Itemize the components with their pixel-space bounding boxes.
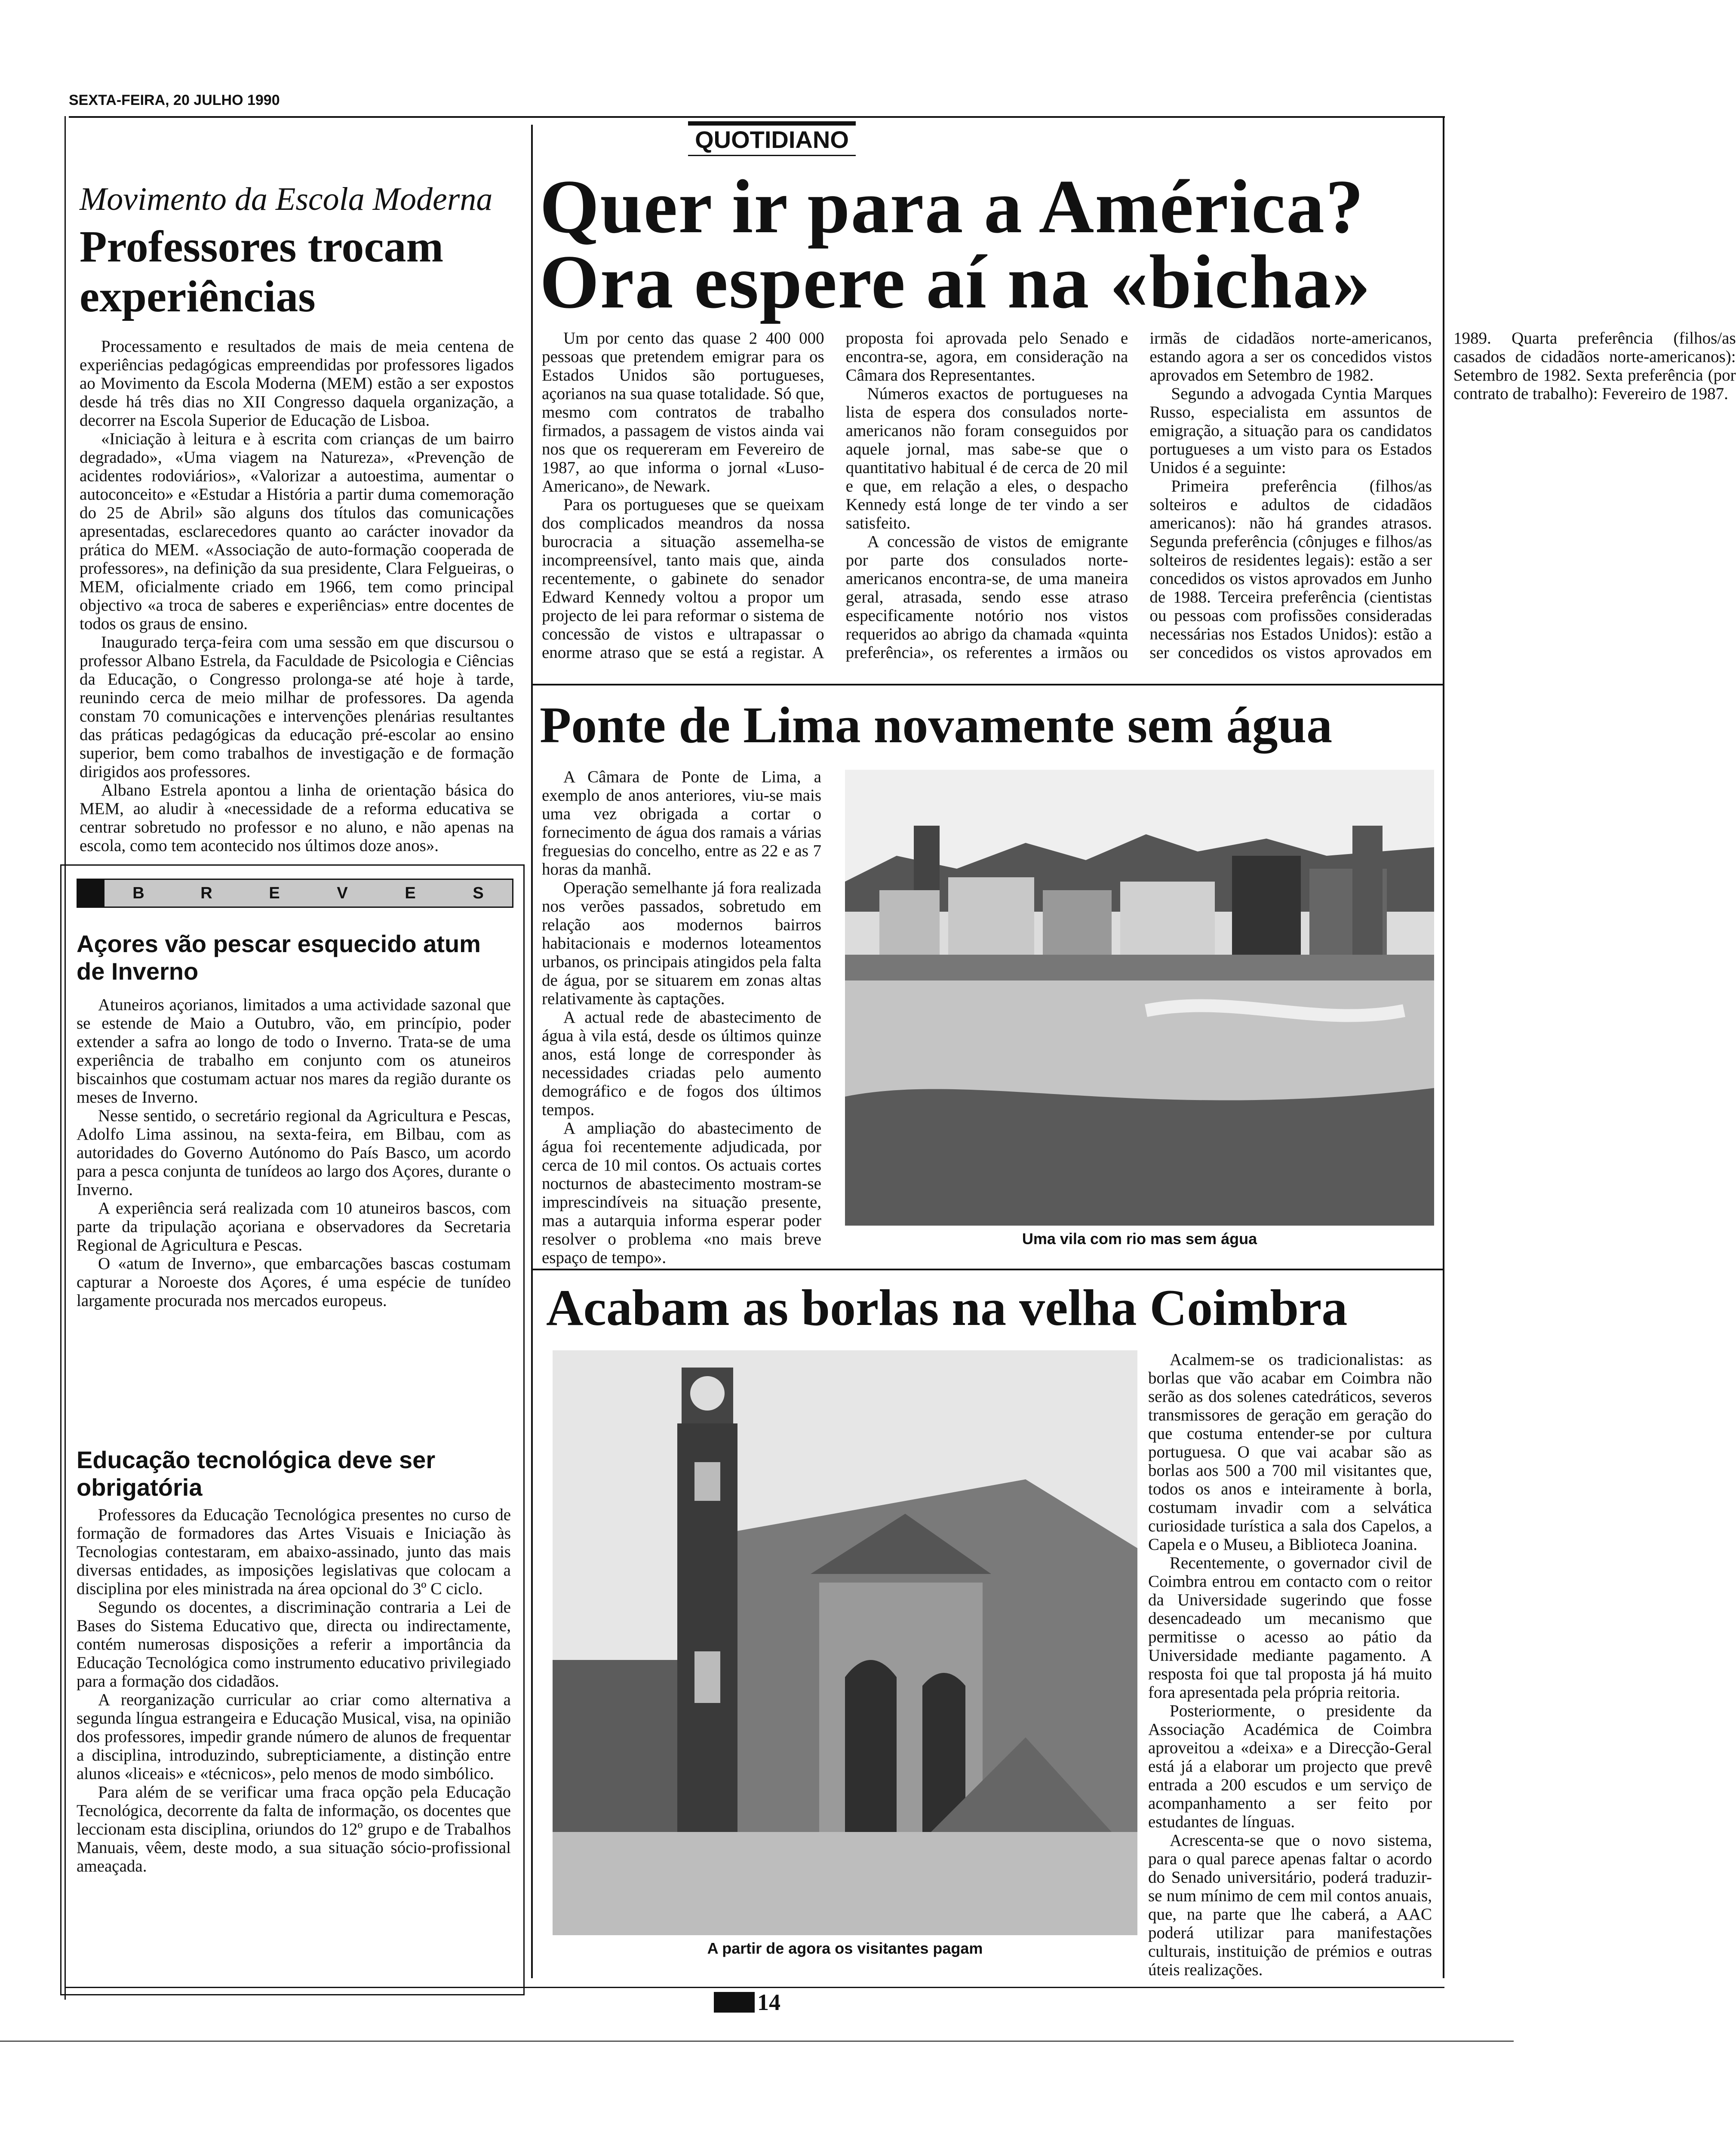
america-body [542,329,1736,673]
educacao-body [77,1506,511,1875]
paragraph: Processamento e resultados de mais de meia centena de experiências pedagógicas empreendidas por professores ligados ao Movimento da Escola Moderna (MEM) estão a ser expostos desde há três dias no XII Congresso daquela organização, a decorrer na Escola Superior de Educação de Lisboa. [80,337,514,430]
breves-letter: E [405,884,416,902]
ponte-body [542,768,821,1267]
ponte-photo [845,770,1434,1226]
coimbra-body [1148,1350,1432,1979]
divider [531,684,1444,685]
paragraph: Operação semelhante já fora realizada nos verões passados, sobretudo em relação aos modernos bairros habitacionais e modernos loteamentos urbanos, os principais atingidos pela falta de água, por se situarem em zonas altas relativamente às captações. [542,879,821,1008]
breves-banner [77,879,513,908]
divider [531,1269,1444,1270]
paragraph: Números exactos de portugueses na lista de espera dos consulados norte-americanos não foram conseguidos por aquele jornal, mas sabe-se que o quantitativo habitual é de cerca de 20 mil e que, em relação a eles, o despacho Kennedy está longe de ter vindo a ser satisfeito. [845,384,1128,532]
paragraph: Primeira preferência (filhos/as solteiros e adultos de cidadãos americanos): não há grandes atrasos. Segunda preferência (cônjuges e filhos/as solteiros de residentes legais): estão a ser concedidos os vistos aprovados em Junho de 1988. Terceira preferência (cientistas ou pessoas com profissões consideradas necessárias nos Estados Unidos): estão a ser concedidos os vistos aprovados em 1989. Quarta preferência (filhos/as casados de cidadãos norte-americanos): Setembro de 1982. Sexta preferência (por contrato de trabalho): Fevereiro de 1987. [1149,329,1736,662]
breves-letter: V [337,884,348,902]
paragraph: A reorganização curricular ao criar como alternativa a segunda língua estrangeira e Educação Musical, visa, na opinião dos professores, impedir grande número de alunos de frequentar a disciplina, introduzindo, subrepticiamente, a distinção entre alunos «liceais» e «técnicos», pelo menos de modo simbólico. [77,1690,511,1783]
mem-body [80,337,514,855]
acores-body [77,996,511,1310]
paragraph: Nesse sentido, o secretário regional da Agricultura e Pescas, Adolfo Lima assinou, na sexta-feira, em Bilbau, com as autoridades do Governo Autónomo do País Basco, um acordo para a pesca conjunta de tunídeos ao largo dos Açores, durante o Inverno. [77,1106,511,1199]
right-frame-left-line [531,125,533,1978]
paragraph: Atuneiros açorianos, limitados a uma actividade sazonal que se estende de Maio a Outubro, vão, em princípio, poder extender a safra ao longo de todo o Inverno. Trata-se de uma experiência de trabalho em conjunto com os atuneiros biscainhos que costumam actuar nos mares da região durante os meses de Inverno. [77,996,511,1106]
river-town-image [845,770,1434,1226]
paragraph: Segundo os docentes, a discriminação contraria a Lei de Bases do Sistema Educativo que, directa ou indirectamente, contém numerosas disposições a referir a importância da Educação Tecnológica como instrumento educativo privilegiado para a formação dos cidadãos. [77,1598,511,1690]
issue-date: SEXTA-FEIRA, 20 JULHO 1990 [69,92,280,108]
breves-box [60,864,525,1995]
page-bottom-edge [0,2041,1514,2042]
paragraph: «Iniciação à leitura e à escrita com crianças de um bairro degradado», «Uma viagem na Natureza», «Prevenção de acidentes rodoviários», «Valorizar a autoestima, aumentar o autoconceito» e «Estudar a História a partir duma comemoração do 25 de Abril» são alguns dos títulos das comunicações apresentadas, esclarecedores quanto ao carácter inovador da prática do MEM. «Associação de auto-formação cooperada de professores», na definição da sua presidente, Clara Felgueiras, o MEM, oficialmente criado em 1966, tem como principal objectivo «a troca de saberes e experiências» entre docentes de todos os graus de ensino. [80,430,514,633]
ponte-headline: Ponte de Lima novamente sem água [540,696,1333,753]
breves-letter: B [132,884,144,902]
paragraph: Acrescenta-se que o novo sistema, para o qual parece apenas faltar o acordo do Senado universitário, poderá traduzir-se num mínimo de cem mil contos anuais, que, na parte que lhe caberá, a AAC poderá utilizar para manifestações culturais, instituição de prémios e outras úteis realizações. [1148,1831,1432,1979]
breves-letter: R [200,884,212,902]
paragraph: Inaugurado terça-feira com uma sessão em que discursou o professor Albano Estrela, da Faculdade de Psicologia e Ciências da Educação, o Congresso prolonga-se até hoje à tarde, reunindo cerca de meio milhar de professores. Da agenda constam 70 comunicações e intervenções plenárias resultantes das práticas pedagógicas da educação pré-escolar ao ensino superior, bem como trabalhos de investigação e de formação dirigidos aos professores. [80,633,514,781]
paragraph: A experiência será realizada com 10 atuneiros bascos, com parte da tripulação açoriana e observadores da Secretaria Regional de Agricultura e Pescas. [77,1199,511,1254]
paragraph: Acalmem-se os tradicionalistas: as borlas que vão acabar em Coimbra não serão as dos solenes catedráticos, severos transmissores de geração em geração do que costuma entender-se por cultura portuguesa. O que vai acabar são as borlas aos 500 a 700 mil visitantes que, todos os anos e inteiramente à borla, costumam invadir com a selvática curiosidade turística a sala dos Capelos, a Capela e o Museu, a Biblioteca Joanina. [1148,1350,1432,1554]
section-tag-underline [688,155,856,156]
section-tag-bar [688,121,856,126]
folio [714,1989,780,2016]
paragraph: Segundo a advogada Cyntia Marques Russo, especialista em assuntos de emigração, a situação para os candidatos portugueses a um visto para os Estados Unidos é a seguinte: [1149,384,1432,477]
paragraph: A actual rede de abastecimento de água à vila está, desde os últimos quinze anos, está longe de corresponder às necessidades criadas pelo aumento demográfico e de fogos dos últimos tempos. [542,1008,821,1119]
breves-item-acores [77,930,511,1310]
paragraph: Albano Estrela apontou a linha de orientação básica do MEM, ao aludir à «necessidade de a reforma educativa se centrar sobretudo no professor e no aluno, e não apenas na escola, como tem acontecido nos últimos doze anos». [80,781,514,855]
university-courtyard-image [553,1350,1137,1935]
top-rule [69,116,1445,118]
paragraph: A concessão de vistos de emigrante por parte dos consulados norte-americanos encontra-se, de uma maneira geral, atrasada, sendo esse atraso especificamente notório nos vistos requeridos ao abrigo da chamada «quinta preferência», os referentes a irmãos ou irmãs de cidadãos norte-americanos, estando agora a ser os concedidos vistos aprovados em Setembro de 1982. [845,329,1432,662]
america-headline-line1: Quer ir para a América? [540,164,1364,249]
breves-letter: S [473,884,484,902]
paragraph: Para além de se verificar uma fraca opção pela Educação Tecnológica, decorrente da falta de informação, os docentes que leccionam esta disciplina, oriundos do 12º grupo e de Trabalhos Manuais, vêem, deste modo, a sua situação sócio-profissional ameaçada. [77,1783,511,1875]
paragraph: A Câmara de Ponte de Lima, a exemplo de anos anteriores, viu-se mais uma vez obrigada a cortar o fornecimento de água dos ramais a várias freguesias do concelho, entre as 22 e as 7 horas da manhã. [542,768,821,879]
page-number: 14 [757,1989,780,2015]
breves-letter: E [269,884,280,902]
paragraph: O «atum de Inverno», que embarcações bascas costumam capturar a Noroeste dos Açores, é uma espécie de tunídeo largamente procurada nos mercados europeus. [77,1254,511,1310]
newspaper-logo [714,1992,755,2013]
bottom-rule [65,1987,1444,1988]
breves-item-educacao [77,1446,511,1875]
acores-headline: Açores vão pescar esquecido atum de Inverno [77,930,481,985]
paragraph: Posteriormente, o presidente da Associação Académica de Coimbra aproveitou a «deixa» e a Direcção-Geral está já a elaborar um projecto que prevê entrada a 200 escudos e um serviço de acompanhamento a ser feito por estudantes de línguas. [1148,1702,1432,1831]
paragraph: Para os portugueses que se queixam dos complicados meandros da nossa burocracia a situação assemelha-se incompreensível, tanto mais que, ainda recentemente, o gabinete do senador Edward Kennedy voltou a propor um projecto de lei para reformar o sistema de concessão de vistos e ultrapassar o enorme atraso que se está a registar. A proposta foi aprovada pelo Senado e encontra-se, agora, em consideração na Câmara dos Representantes. [542,329,1128,662]
america-headline-line2: Ora espere aí na «bicha» [540,239,1371,324]
ponte-caption: Uma vila com rio mas sem água [1022,1230,1257,1248]
coimbra-photo [553,1350,1137,1935]
section-tag: QUOTIDIANO [695,126,849,153]
paragraph: Um por cento das quase 2 400 000 pessoas que pretendem emigrar para os Estados Unidos são portugueses, açorianos na sua quase totalidade. Só que, mesmo com contratos de trabalho firmados, a passagem de vistos ainda vai nos que os requereram em Fevereiro de 1987, ao que informa o jornal «Luso-Americano», de Newark. [542,329,824,495]
paragraph: Recentemente, o governador civil de Coimbra entrou em contacto com o reitor da Universidade sugerindo que fosse desencadeado um mecanismo que permitisse o acesso ao pátio da Universidade mediante pagamento. A resposta foi que tal proposta já há muito fora apresentada pela própria reitoria. [1148,1554,1432,1702]
right-frame-right-line [1443,116,1444,1978]
mem-article [80,181,514,855]
paragraph: Professores da Educação Tecnológica presentes no curso de formação de formadores das Artes Visuais e Iniciação às Tecnologias contestaram, em abaixo-assinado, junto das mais diversas entidades, as imposições legislativas que colocam a disciplina por eles ministrada na área opcional do 3º C ciclo. [77,1506,511,1598]
paragraph: A ampliação do abastecimento de água foi recentemente adjudicada, por cerca de 10 mil contos. Os actuais cortes nocturnos de abastecimento mostram-se imprescindíveis na situação presente, mas a autarquia informa esperar poder resolver o problema «no mais breve espaço de tempo». [542,1119,821,1267]
mem-headline: Professores trocam experiências [80,222,444,321]
breves-square [78,880,104,907]
educacao-headline: Educação tecnológica deve ser obrigatória [77,1446,436,1501]
coimbra-caption: A partir de agora os visitantes pagam [707,1939,983,1957]
mem-kicker: Movimento da Escola Moderna [80,181,493,217]
coimbra-headline: Acabam as borlas na velha Coimbra [546,1279,1348,1336]
